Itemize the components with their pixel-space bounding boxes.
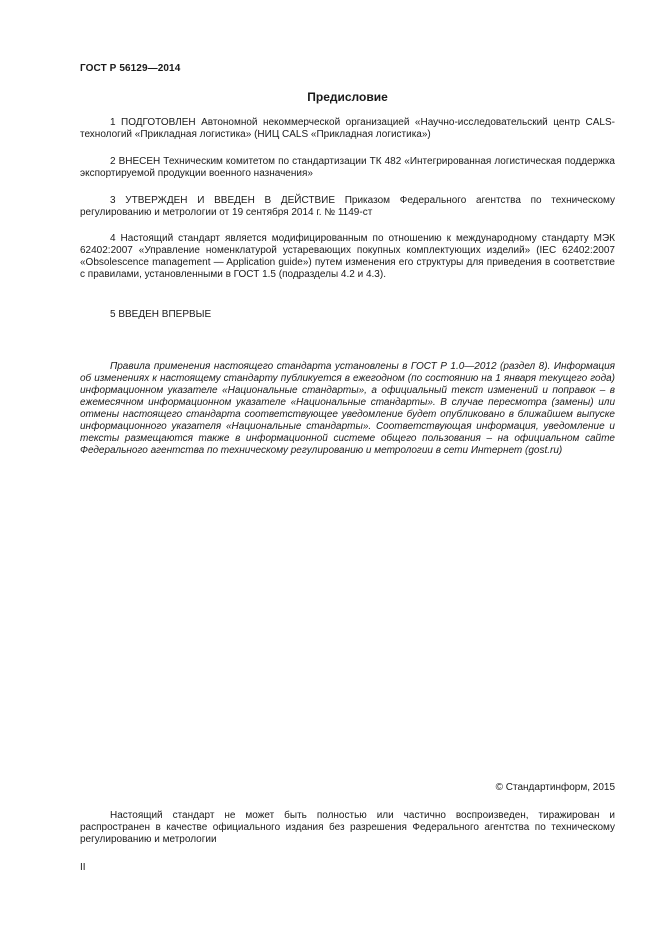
paragraph-introduced-first: 5 ВВЕДЕН ВПЕРВЫЕ	[110, 309, 212, 320]
application-rules-note: Правила применения настоящего стандарта установлены в ГОСТ Р 1.0—2012 (раздел 8). Информация об изменениях к настоящему стандарту публикуется в ежегодном (по состоянию на 1 января текущего года) информационном указателе «Национальные стандарты», а официальный текст изменений и поправок – в ежемесячном информационном указателе «Национальные стандарты». В случае пересмотра (замены) или отмены настоящего стандарта соответствующее уведомление будет опубликовано в ближайшем выпуске информационного указателя «Национальные стандарты». Соответствующая информация, уведомление и тексты размещаются также в информационной системе общего пользования – на официальном сайте Федерального агентства по техническому регулированию и метрологии в сети Интернет (gost.ru)	[80, 361, 615, 456]
reproduction-rights-notice: Настоящий стандарт не может быть полностью или частично воспроизведен, тиражирован и распространен в качестве официального издания без разрешения Федерального агентства по техническому регулированию и метрологии	[80, 810, 615, 845]
paragraph-submitted: 2 ВНЕСЕН Техническим комитетом по стандартизации ТК 482 «Интегрированная логистическая поддержка экспортируемой продукции военного назначения»	[80, 156, 615, 179]
document-code: ГОСТ Р 56129—2014	[80, 63, 181, 74]
page-title: Предисловие	[307, 90, 388, 104]
page-number: II	[80, 862, 86, 873]
paragraph-modified-standard: 4 Настоящий стандарт является модифицированным по отношению к международному стандарту МЭК 62402:2007 «Управление номенклатурой устаревающих покупных комплектующих изделий» (IEC 62402:2007 «Obsolescence management — Application guide») путем изменения его структуры для приведения в соответствие с правилами, установленными в ГОСТ 1.5 (подразделы 4.2 и 4.3).	[80, 233, 615, 280]
paragraph-approved: 3 УТВЕРЖДЕН И ВВЕДЕН В ДЕЙСТВИЕ Приказом Федерального агентства по техническому регулированию и метрологии от 19 сентября 2014 г. № 1149-ст	[80, 195, 615, 218]
paragraph-prepared: 1 ПОДГОТОВЛЕН Автономной некоммерческой организацией «Научно-исследовательский центр CALS-технологий «Прикладная логистика» (НИЦ CALS «Прикладная логистика»)	[80, 117, 615, 140]
copyright-line: © Стандартинформ, 2015	[495, 782, 615, 793]
